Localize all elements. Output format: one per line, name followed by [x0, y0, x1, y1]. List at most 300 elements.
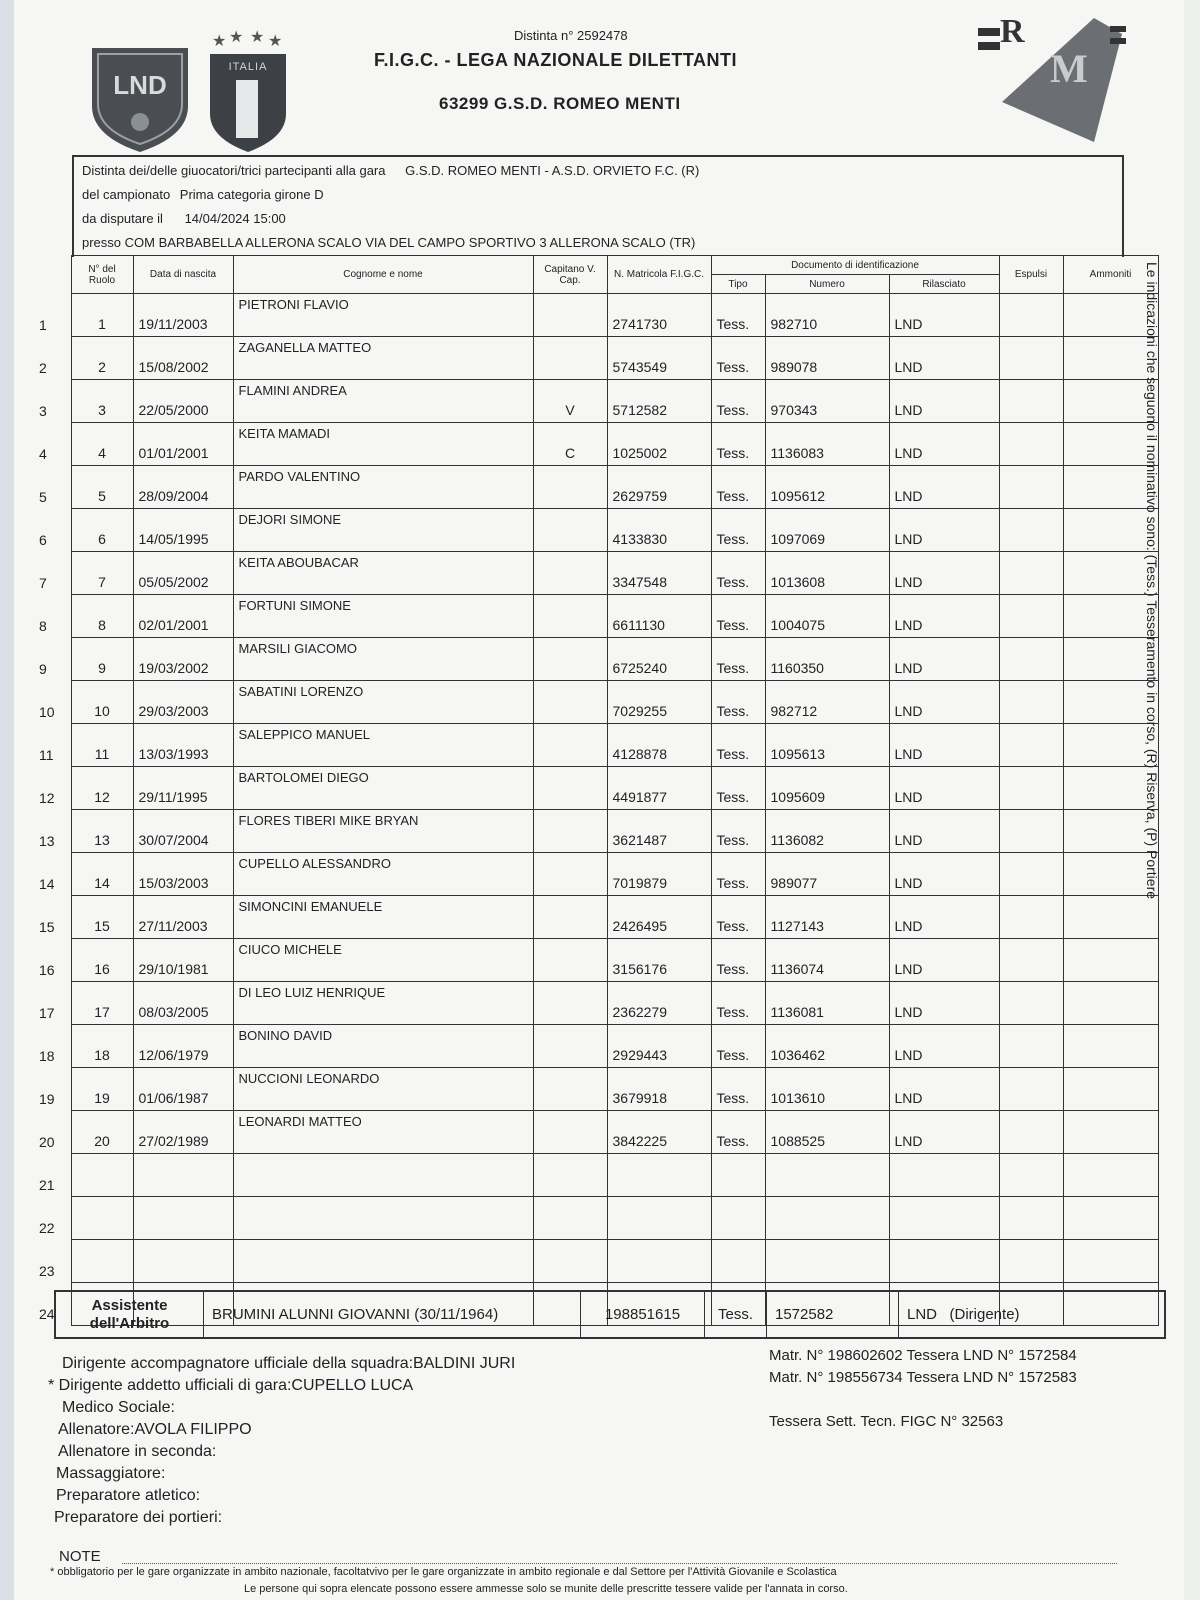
tipo-cell: Tess. [711, 810, 765, 853]
name-cell: KEITA ABOUBACAR [233, 552, 533, 595]
preparatore-atletico: Preparatore atletico: [56, 1487, 201, 1504]
side-note: Le indicazioni che seguono il nominativo sono: (Tess.) Tesseramento in corso, (R) Riserva, (P) Portiere [1144, 262, 1160, 900]
table-row [34, 509, 1158, 552]
ruolo-cell: 9 [71, 638, 133, 681]
numero-cell: 1013610 [765, 1068, 889, 1111]
tipo-cell: Tess. [711, 466, 765, 509]
espulsi-cell [999, 1240, 1063, 1283]
name-cell: SABATINI LORENZO [233, 681, 533, 724]
ammoniti-cell [1063, 1111, 1158, 1154]
captain-cell [533, 681, 607, 724]
rilasciato-cell: LND [889, 423, 999, 466]
captain-cell [533, 1025, 607, 1068]
row-index: 16 [39, 961, 55, 978]
rilasciato-cell: LND [889, 509, 999, 552]
tipo-cell: Tess. [711, 982, 765, 1025]
table-row [34, 853, 1158, 896]
name-cell: DI LEO LUIZ HENRIQUE [233, 982, 533, 1025]
document-header: Documento di identificazione [711, 256, 999, 275]
matricola-cell: 2362279 [607, 982, 711, 1025]
captain-cell [533, 1197, 607, 1240]
matricola-cell: 3621487 [607, 810, 711, 853]
name-cell: SALEPPICO MANUEL [233, 724, 533, 767]
numero-cell: 970343 [765, 380, 889, 423]
birthdate-cell: 02/01/2001 [133, 595, 233, 638]
match-info [72, 155, 1124, 257]
matricola-cell: 5712582 [607, 380, 711, 423]
table-row [34, 638, 1158, 681]
numero-cell: 1160350 [765, 638, 889, 681]
row-index: 14 [39, 875, 55, 892]
birthdate-cell: 29/11/1995 [133, 767, 233, 810]
ruolo-cell: 20 [71, 1111, 133, 1154]
numero-cell: 1013608 [765, 552, 889, 595]
espulsi-cell [999, 767, 1063, 810]
rilasciato-cell: LND [889, 380, 999, 423]
championship-label: del campionato [82, 187, 171, 202]
birthdate-cell: 22/05/2000 [133, 380, 233, 423]
rilasciato-cell: LND [889, 939, 999, 982]
birthdate-cell: 01/01/2001 [133, 423, 233, 466]
espulsi-cell [999, 638, 1063, 681]
tipo-cell: Tess. [711, 380, 765, 423]
row-index: 2 [39, 359, 47, 376]
club-title: 63299 G.S.D. ROMEO MENTI [439, 94, 681, 113]
row-index: 4 [39, 445, 47, 462]
espulsi-cell [999, 982, 1063, 1025]
ruolo-cell: 2 [71, 337, 133, 380]
matricola-cell: 2629759 [607, 466, 711, 509]
espulsi-cell [999, 509, 1063, 552]
venue-line: presso COM BARBABELLA ALLERONA SCALO VIA DEL CAMPO SPORTIVO 3 ALLERONA SCALO (TR) [82, 235, 696, 250]
lnd-logo-icon [88, 44, 192, 156]
notes-line [122, 1563, 1117, 1564]
name-cell: KEITA MAMADI [233, 423, 533, 466]
table-row [34, 423, 1158, 466]
table-row [34, 1025, 1158, 1068]
row-index: 7 [39, 574, 47, 591]
matricola-cell: 2929443 [607, 1025, 711, 1068]
captain-cell [533, 509, 607, 552]
captain-cell [533, 1240, 607, 1283]
ruolo-cell: 8 [71, 595, 133, 638]
row-index: 23 [39, 1262, 55, 1279]
document-sheet [14, 0, 1184, 1600]
birthdate-cell: 08/03/2005 [133, 982, 233, 1025]
captain-cell [533, 337, 607, 380]
birthdate-cell: 28/09/2004 [133, 466, 233, 509]
name-cell: FORTUNI SIMONE [233, 595, 533, 638]
table-row [34, 595, 1158, 638]
rilasciato-cell: LND [889, 853, 999, 896]
row-index: 3 [39, 402, 47, 419]
ruolo-cell [71, 1197, 133, 1240]
numero-cell: 1136074 [765, 939, 889, 982]
rilasciato-cell: LND [889, 337, 999, 380]
captain-cell [533, 853, 607, 896]
ruolo-cell: 3 [71, 380, 133, 423]
espulsi-cell [999, 681, 1063, 724]
birthdate-cell: 01/06/1987 [133, 1068, 233, 1111]
captain-cell [533, 1068, 607, 1111]
assistant-rilasciato: LND (Dirigente) [907, 1306, 1020, 1323]
name-header: Cognome e nome [233, 256, 533, 294]
svg-text:M: M [1050, 46, 1088, 91]
assistant-tipo: Tess. [705, 1292, 767, 1337]
assistant-numero: 1572582 [767, 1292, 899, 1337]
championship-line [82, 187, 324, 202]
tipo-cell: Tess. [711, 337, 765, 380]
rilasciato-cell: LND [889, 767, 999, 810]
rilasciato-cell: LND [889, 1025, 999, 1068]
row-index: 11 [39, 746, 54, 763]
table-row [34, 939, 1158, 982]
table-row [34, 681, 1158, 724]
espulsi-cell [999, 1068, 1063, 1111]
numero-cell: 989078 [765, 337, 889, 380]
captain-cell [533, 466, 607, 509]
table-row [34, 982, 1158, 1025]
espulsi-cell [999, 1154, 1063, 1197]
matricola-cell [607, 1197, 711, 1240]
notes-label: NOTE [59, 1548, 101, 1565]
distinta-number: Distinta n° 2592478 [514, 28, 628, 43]
name-cell: ZAGANELLA MATTEO [233, 337, 533, 380]
row-index: 15 [39, 918, 55, 935]
birthdate-header: Data di nascita [133, 256, 233, 294]
massaggiatore: Massaggiatore: [56, 1465, 166, 1482]
birthdate-cell: 19/03/2002 [133, 638, 233, 681]
name-cell: LEONARDI MATTEO [233, 1111, 533, 1154]
date-value: 14/04/2024 15:00 [184, 211, 286, 226]
matricola-cell: 4491877 [607, 767, 711, 810]
birthdate-cell: 29/03/2003 [133, 681, 233, 724]
numero-cell: 982712 [765, 681, 889, 724]
matricola-cell: 5743549 [607, 337, 711, 380]
birthdate-cell: 19/11/2003 [133, 294, 233, 337]
allenatore: Allenatore:AVOLA FILIPPO [58, 1421, 252, 1438]
rilasciato-cell: LND [889, 681, 999, 724]
tessera-tecnico: Tessera Sett. Tecn. FIGC N° 32563 [769, 1413, 1004, 1430]
row-index: 8 [39, 617, 47, 634]
rilasciato-cell: LND [889, 896, 999, 939]
name-cell [233, 1154, 533, 1197]
numero-cell: 1095613 [765, 724, 889, 767]
espulsi-cell [999, 1197, 1063, 1240]
tipo-cell: Tess. [711, 1068, 765, 1111]
tipo-cell: Tess. [711, 681, 765, 724]
rilasciato-cell: LND [889, 1068, 999, 1111]
rilasciato-cell: LND [889, 294, 999, 337]
ruolo-cell: 11 [71, 724, 133, 767]
table-row [34, 380, 1158, 423]
assistant-label-line2: dell'Arbitro [89, 1314, 170, 1332]
row-index: 13 [39, 832, 55, 849]
captain-cell [533, 724, 607, 767]
tipo-cell: Tess. [711, 509, 765, 552]
espulsi-cell [999, 337, 1063, 380]
table-row [34, 466, 1158, 509]
tipo-cell [711, 1197, 765, 1240]
row-index: 24 [39, 1305, 55, 1322]
table-row [34, 1197, 1158, 1240]
ruolo-cell: 13 [71, 810, 133, 853]
ruolo-cell: 15 [71, 896, 133, 939]
table-row [34, 552, 1158, 595]
row-index: 18 [39, 1047, 55, 1064]
espulsi-cell [999, 380, 1063, 423]
matricola-cell: 3842225 [607, 1111, 711, 1154]
birthdate-cell: 14/05/1995 [133, 509, 233, 552]
row-index: 12 [39, 789, 55, 806]
preparatore-portieri: Preparatore dei portieri: [54, 1509, 223, 1526]
matricola-cell: 7029255 [607, 681, 711, 724]
ammoniti-cell [1063, 1025, 1158, 1068]
espulsi-cell [999, 939, 1063, 982]
table-row [34, 767, 1158, 810]
ammoniti-cell [1063, 1197, 1158, 1240]
matricola-cell: 7019879 [607, 853, 711, 896]
name-cell: CIUCO MICHELE [233, 939, 533, 982]
rilasciato-cell: LND [889, 1111, 999, 1154]
svg-text:★: ★ [229, 30, 244, 46]
matricola-header: N. Matricola F.I.G.C. [607, 256, 711, 294]
numero-cell: 1095612 [765, 466, 889, 509]
matricola-cell: 2741730 [607, 294, 711, 337]
allenatore-in-seconda: Allenatore in seconda: [58, 1443, 217, 1460]
birthdate-cell: 15/03/2003 [133, 853, 233, 896]
svg-text:★: ★ [268, 33, 283, 50]
name-cell [233, 1197, 533, 1240]
ammoniti-cell [1063, 1068, 1158, 1111]
birthdate-cell: 12/06/1979 [133, 1025, 233, 1068]
matricola-cell: 1025002 [607, 423, 711, 466]
assistant-label [56, 1292, 204, 1337]
ruolo-cell [71, 1240, 133, 1283]
row-index: 17 [39, 1004, 55, 1021]
espulsi-cell [999, 294, 1063, 337]
rilasciato-cell: LND [889, 595, 999, 638]
birthdate-cell: 30/07/2004 [133, 810, 233, 853]
matricola-accompagnatore: Matr. N° 198602602 Tessera LND N° 1572584 [769, 1347, 1077, 1364]
espulsi-cell [999, 810, 1063, 853]
espulsi-header: Espulsi [999, 256, 1063, 294]
svg-text:R: R [1000, 13, 1025, 50]
matricola-cell: 6725240 [607, 638, 711, 681]
matricola-cell: 2426495 [607, 896, 711, 939]
tipo-cell: Tess. [711, 896, 765, 939]
ruolo-cell: 5 [71, 466, 133, 509]
ruolo-cell: 16 [71, 939, 133, 982]
date-label: da disputare il [82, 211, 163, 226]
date-line [82, 211, 286, 226]
captain-cell [533, 552, 607, 595]
birthdate-cell: 05/05/2002 [133, 552, 233, 595]
match-label: Distinta dei/delle giuocatori/trici partecipanti alla gara [82, 163, 386, 178]
espulsi-cell [999, 853, 1063, 896]
numero-cell: 1088525 [765, 1111, 889, 1154]
tipo-cell: Tess. [711, 595, 765, 638]
footnote-2: Le persone qui sopra elencate possono essere ammesse solo se munite delle prescritte tessere valide per l'annata in corso. [244, 1583, 848, 1595]
ruolo-cell [71, 1154, 133, 1197]
ammoniti-cell [1063, 982, 1158, 1025]
rilasciato-cell: LND [889, 552, 999, 595]
name-cell: BARTOLOMEI DIEGO [233, 767, 533, 810]
ruolo-cell: 6 [71, 509, 133, 552]
row-index: 19 [39, 1090, 55, 1107]
name-cell: PARDO VALENTINO [233, 466, 533, 509]
numero-cell: 982710 [765, 294, 889, 337]
ruolo-cell: 7 [71, 552, 133, 595]
numero-cell [765, 1154, 889, 1197]
name-cell: CUPELLO ALESSANDRO [233, 853, 533, 896]
ammoniti-header: Ammoniti [1063, 256, 1158, 294]
tipo-cell: Tess. [711, 853, 765, 896]
captain-cell [533, 595, 607, 638]
row-index: 21 [39, 1176, 55, 1193]
rilasciato-cell [889, 1197, 999, 1240]
federation-title: F.I.G.C. - LEGA NAZIONALE DILETTANTI [374, 50, 737, 70]
captain-cell [533, 1111, 607, 1154]
captain-cell [533, 982, 607, 1025]
name-cell: PIETRONI FLAVIO [233, 294, 533, 337]
birthdate-cell: 27/02/1989 [133, 1111, 233, 1154]
birthdate-cell: 15/08/2002 [133, 337, 233, 380]
championship-value: Prima categoria girone D [179, 187, 324, 202]
svg-text:LND: LND [113, 70, 167, 100]
page-margin [0, 0, 14, 1600]
table-row [34, 1111, 1158, 1154]
table-row [34, 1240, 1158, 1283]
table-row [34, 1068, 1158, 1111]
ammoniti-cell [1063, 1240, 1158, 1283]
table-row [34, 337, 1158, 380]
captain-cell [533, 939, 607, 982]
footnote: * obbligatorio per le gare organizzate in ambito nazionale, facoltatvivo per le gare organizzate in ambito regionale e dal Settore per l'Attività Giovanile e Scolastica [50, 1566, 837, 1578]
espulsi-cell [999, 552, 1063, 595]
assistant-referee-row [54, 1290, 1166, 1339]
numero-cell: 1127143 [765, 896, 889, 939]
name-cell: FLAMINI ANDREA [233, 380, 533, 423]
name-cell: SIMONCINI EMANUELE [233, 896, 533, 939]
rilasciato-header: Rilasciato [889, 275, 999, 294]
matricola-cell [607, 1154, 711, 1197]
rilasciato-cell [889, 1240, 999, 1283]
tipo-cell: Tess. [711, 423, 765, 466]
matricola-addetto: Matr. N° 198556734 Tessera LND N° 1572583 [769, 1369, 1077, 1386]
tipo-cell: Tess. [711, 294, 765, 337]
name-cell [233, 1240, 533, 1283]
captain-cell [533, 638, 607, 681]
match-line [82, 163, 699, 178]
ruolo-cell: 10 [71, 681, 133, 724]
row-index: 1 [39, 316, 47, 333]
assistant-matricola: 198851615 [581, 1292, 705, 1337]
birthdate-cell [133, 1154, 233, 1197]
captain-cell [533, 767, 607, 810]
row-index: 5 [39, 488, 47, 505]
rilasciato-cell: LND [889, 466, 999, 509]
numero-cell: 1136083 [765, 423, 889, 466]
numero-cell: 1097069 [765, 509, 889, 552]
numero-cell: 1095609 [765, 767, 889, 810]
ruolo-cell: 18 [71, 1025, 133, 1068]
rilasciato-cell: LND [889, 724, 999, 767]
ruolo-cell: 14 [71, 853, 133, 896]
tipo-header: Tipo [711, 275, 765, 294]
matricola-cell: 6611130 [607, 595, 711, 638]
ruolo-header: N° del Ruolo [71, 256, 133, 294]
ruolo-cell: 4 [71, 423, 133, 466]
players-table [34, 255, 1159, 1326]
row-index: 20 [39, 1133, 55, 1150]
tipo-cell: Tess. [711, 638, 765, 681]
matricola-cell [607, 1240, 711, 1283]
tipo-cell: Tess. [711, 939, 765, 982]
table-row [34, 294, 1158, 337]
espulsi-cell [999, 466, 1063, 509]
svg-text:ITALIA: ITALIA [228, 61, 268, 73]
table-row [34, 810, 1158, 853]
ruolo-cell: 17 [71, 982, 133, 1025]
captain-cell [533, 810, 607, 853]
ruolo-cell: 1 [71, 294, 133, 337]
captain-cell: V [533, 380, 607, 423]
numero-cell: 1036462 [765, 1025, 889, 1068]
captain-cell [533, 294, 607, 337]
espulsi-cell [999, 1025, 1063, 1068]
numero-cell: 989077 [765, 853, 889, 896]
tipo-cell: Tess. [711, 767, 765, 810]
matricola-cell: 3679918 [607, 1068, 711, 1111]
tipo-cell [711, 1240, 765, 1283]
birthdate-cell [133, 1240, 233, 1283]
espulsi-cell [999, 423, 1063, 466]
ammoniti-cell [1063, 1154, 1158, 1197]
birthdate-cell [133, 1197, 233, 1240]
espulsi-cell [999, 724, 1063, 767]
ruolo-cell: 19 [71, 1068, 133, 1111]
captain-header: Capitano V. Cap. [533, 256, 607, 294]
table-row [34, 1154, 1158, 1197]
tipo-cell: Tess. [711, 1025, 765, 1068]
tipo-cell: Tess. [711, 724, 765, 767]
name-cell: DEJORI SIMONE [233, 509, 533, 552]
svg-text:★: ★ [212, 33, 227, 50]
name-cell: NUCCIONI LEONARDO [233, 1068, 533, 1111]
rilasciato-cell: LND [889, 638, 999, 681]
match-value: G.S.D. ROMEO MENTI - A.S.D. ORVIETO F.C. (R) [405, 163, 700, 178]
table-row [34, 896, 1158, 939]
name-cell: BONINO DAVID [233, 1025, 533, 1068]
birthdate-cell: 13/03/1993 [133, 724, 233, 767]
dirigente-accompagnatore: Dirigente accompagnatore ufficiale della squadra:BALDINI JURI [62, 1355, 516, 1372]
birthdate-cell: 27/11/2003 [133, 896, 233, 939]
rilasciato-cell: LND [889, 810, 999, 853]
rilasciato-cell [889, 1154, 999, 1197]
espulsi-cell [999, 595, 1063, 638]
name-cell: FLORES TIBERI MIKE BRYAN [233, 810, 533, 853]
espulsi-cell [999, 896, 1063, 939]
captain-cell [533, 896, 607, 939]
birthdate-cell: 29/10/1981 [133, 939, 233, 982]
captain-cell: C [533, 423, 607, 466]
ruolo-cell: 12 [71, 767, 133, 810]
numero-cell: 1136082 [765, 810, 889, 853]
assistant-label-line1: Assistente [91, 1296, 168, 1314]
row-index: 22 [39, 1219, 55, 1236]
svg-text:★: ★ [250, 30, 265, 46]
